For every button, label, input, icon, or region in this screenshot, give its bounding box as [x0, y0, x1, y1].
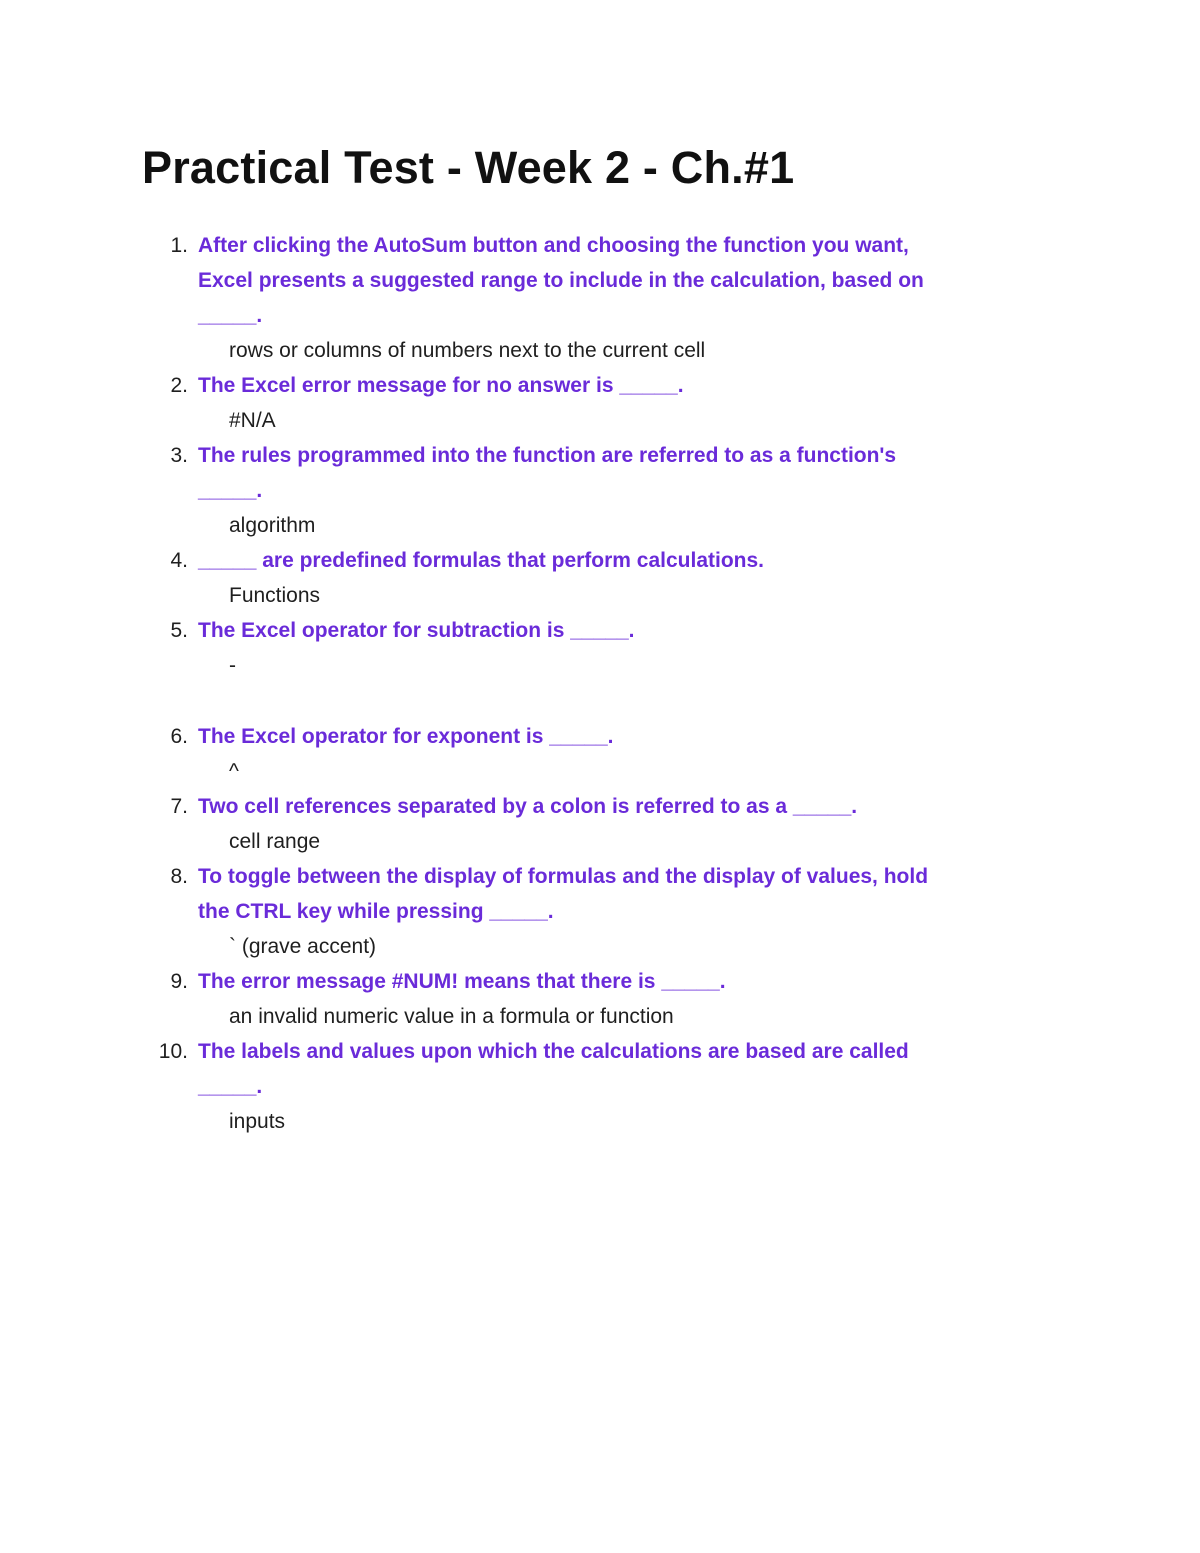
question-line: The Excel operator for subtraction is _____. [198, 619, 635, 642]
question-item-7 [142, 789, 1042, 859]
answer-text: rows or columns of numbers next to the current cell [229, 339, 706, 362]
question-item-3 [142, 438, 1042, 543]
question-item-5 [142, 613, 1042, 719]
question-line: To toggle between the display of formulas and the display of values, hold [198, 865, 929, 888]
answer-text: an invalid numeric value in a formula or function [229, 1005, 674, 1028]
question-number: 3. [170, 444, 188, 467]
answer-text: algorithm [229, 514, 316, 537]
question-line: Two cell references separated by a colon is referred to as a _____. [198, 795, 858, 818]
question-number: 6. [170, 725, 188, 748]
question-item-9 [142, 964, 1042, 1034]
answer-text: cell range [229, 830, 321, 853]
question-number: 1. [170, 234, 188, 257]
answer-text: inputs [229, 1110, 286, 1133]
answer-text: - [229, 654, 236, 677]
page-title: Practical Test - Week 2 - Ch.#1 [142, 142, 795, 193]
question-line: Excel presents a suggested range to include in the calculation, based on [198, 269, 924, 292]
answer-text: ` (grave accent) [229, 935, 377, 958]
question-line: The Excel operator for exponent is _____. [198, 725, 614, 748]
question-number: 7. [170, 795, 188, 818]
question-line: The Excel error message for no answer is _____. [198, 374, 684, 397]
question-number: 4. [170, 549, 188, 572]
answer-text: ^ [229, 760, 239, 783]
question-number: 10. [158, 1040, 188, 1063]
question-item-8 [142, 859, 1042, 964]
question-line: The rules programmed into the function are referred to as a function's [198, 444, 897, 467]
answer-text: Functions [229, 584, 321, 607]
question-number: 5. [170, 619, 188, 642]
question-number: 9. [170, 970, 188, 993]
question-number: 8. [170, 865, 188, 888]
question-number: 2. [170, 374, 188, 397]
question-line: the CTRL key while pressing _____. [198, 900, 554, 923]
blank-gap [198, 683, 1042, 719]
question-list [142, 228, 1042, 1139]
question-line: The labels and values upon which the calculations are based are called [198, 1040, 909, 1063]
question-line: After clicking the AutoSum button and choosing the function you want, [198, 234, 909, 257]
question-item-2 [142, 368, 1042, 438]
question-line: _____. [198, 1075, 263, 1098]
question-line: _____. [198, 304, 263, 327]
answer-text: #N/A [229, 409, 276, 432]
question-line: The error message #NUM! means that there is _____. [198, 970, 726, 993]
question-item-6 [142, 719, 1042, 789]
question-line: _____. [198, 479, 263, 502]
question-line: _____ are predefined formulas that perform calculations. [198, 549, 765, 572]
question-item-10 [142, 1034, 1042, 1139]
question-item-4 [142, 543, 1042, 613]
question-item-1 [142, 228, 1042, 368]
